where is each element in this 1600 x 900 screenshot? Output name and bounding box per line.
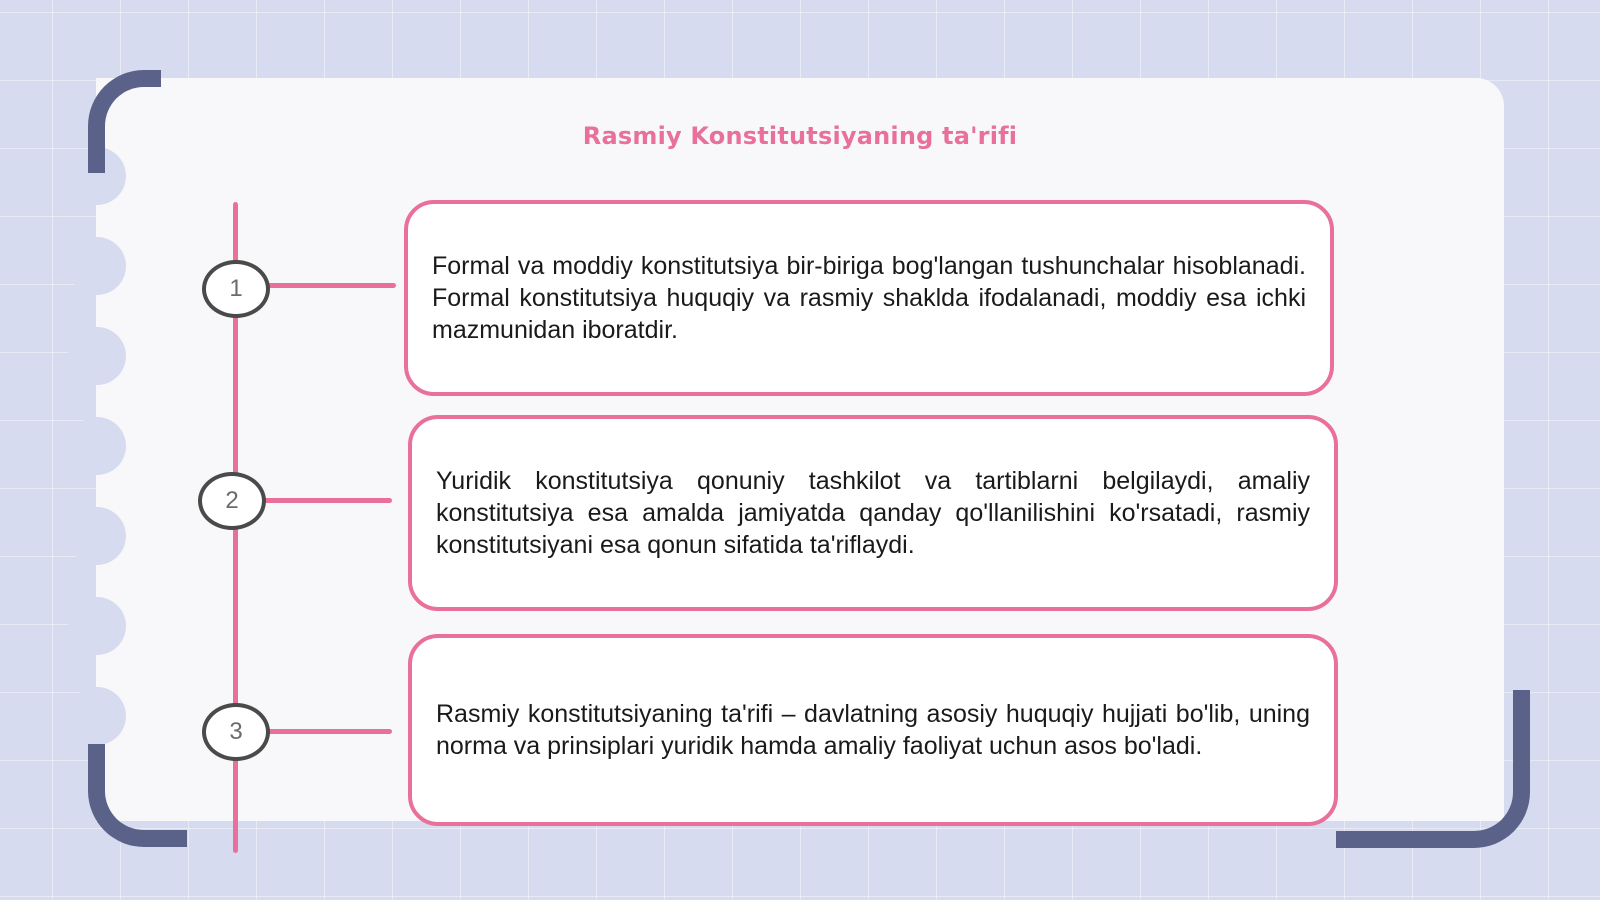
card-text: Formal va moddiy konstitutsiya bir-biriga bog'langan tushunchalar hisoblanadi. Formal konstitutsiya huquqiy va rasmiy shaklda ifodalanadi, moddiy esa ichki mazmunidan iboratdir. xyxy=(432,252,1306,344)
timeline-connector xyxy=(262,498,392,503)
binder-hole xyxy=(68,597,126,655)
timeline-connector xyxy=(266,729,392,734)
binder-hole xyxy=(68,237,126,295)
step-number-3: 3 xyxy=(202,703,270,761)
binder-hole xyxy=(68,327,126,385)
corner-bracket-bottom-left xyxy=(88,744,187,847)
timeline-card-3 xyxy=(408,634,1338,826)
timeline-card-1 xyxy=(404,200,1334,396)
slide-title: Rasmiy Konstitutsiyaning ta'rifi xyxy=(582,122,1018,150)
card-text: Yuridik konstitutsiya qonuniy tashkilot va tartiblarni belgilaydi, amaliy konstitutsiya esa amalda jamiyatda qanday qo'llanilishini ko'rsatadi, rasmiy konstitutsiyani esa qonun sifatida ta'riflaydi. xyxy=(436,467,1310,559)
corner-bracket-bottom-right xyxy=(1336,690,1530,848)
binder-hole xyxy=(68,507,126,565)
binder-hole xyxy=(68,687,126,745)
timeline-card-2 xyxy=(408,415,1338,611)
card-text: Rasmiy konstitutsiyaning ta'rifi – davlatning asosiy huquqiy hujjati bo'lib, uning norma va prinsiplari yuridik hamda amaliy faoliyat uchun asos bo'ladi. xyxy=(436,700,1310,760)
step-number-1: 1 xyxy=(202,260,270,318)
timeline-connector xyxy=(266,283,396,288)
binder-hole xyxy=(68,417,126,475)
step-number-2: 2 xyxy=(198,472,266,530)
